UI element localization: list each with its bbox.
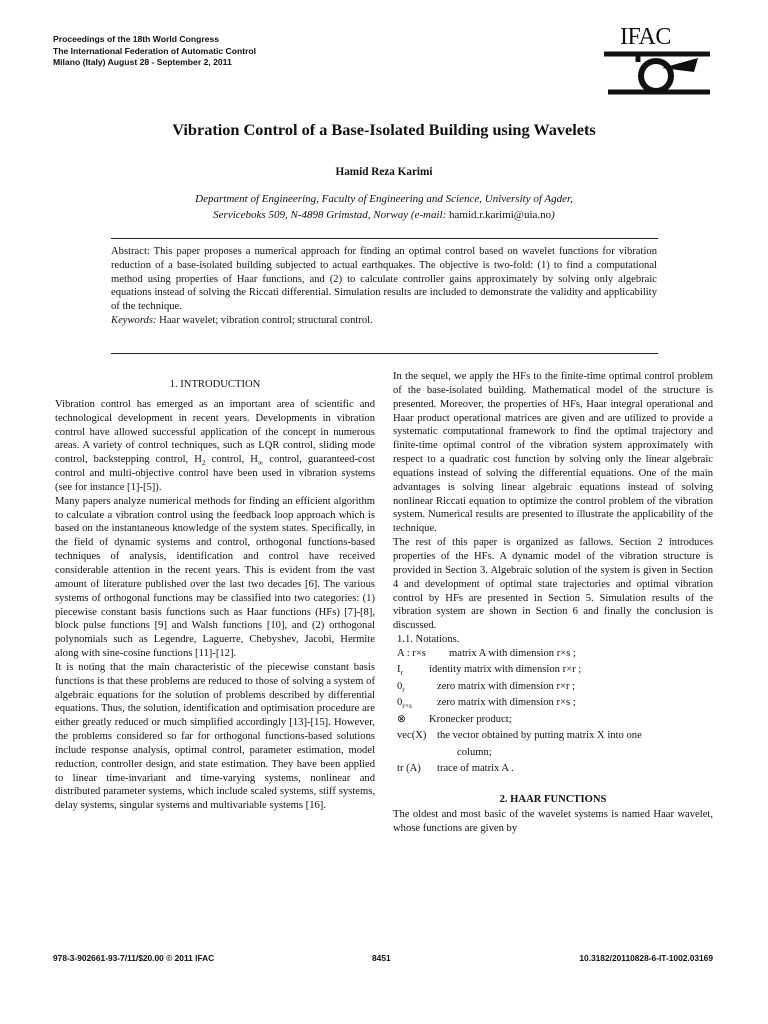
notation-description: trace of matrix A . xyxy=(437,763,514,775)
header-line-1: Proceedings of the 18th World Congress xyxy=(53,34,220,44)
intro-paragraph-1 xyxy=(55,398,375,495)
affiliation-address: Serviceboks 509, N-4898 Grimstad, Norway (e-mail xyxy=(213,208,443,221)
notation-symbol-main: tr (A) xyxy=(397,763,421,775)
notation-symbol-main: vec(X) xyxy=(397,730,427,742)
header-line-3: Milano (Italy) August 28 - September 2, 2011 xyxy=(53,57,232,68)
notation-symbol-main: I xyxy=(397,664,401,676)
abstract-text: Abstract: This paper proposes a numerical approach for finding an optimal control based on wavelet functions for vibration reduction of a base-isolated building subjected to actual earthquakes. The objective is two-fold: (1) to find a computational method using properties of Haar functions, and (2) to calculate controller gains approximately by solving only algebraic equations instead of solving the Riccati differential. Simulation results are included to demonstrate the validity and applicability of the technique. xyxy=(111,246,657,313)
affiliation xyxy=(0,192,768,223)
affiliation-line-2 xyxy=(0,208,768,224)
notation-row xyxy=(393,729,713,746)
notation-row xyxy=(393,696,713,713)
notation-symbol-subscript: r×s xyxy=(402,701,412,711)
intro-paragraph-4: In the sequel, we apply the HFs to the finite-time optimal control problem of the base-isolated building. Mathematical model of the structure is presented. Moreover, the properties of HFs, Haar integral operational and Haar product operational matrices are given and are utilized to provide a systematic computational framework to find the optimal trajectory and finite-time optimal control of the vibration system approximately with respect to a quadratic cost function by solving only the linear algebraic equations instead of solving the differential equations. One of the main advantages is solving linear algebraic equations instead of solving nonlinear Riccati equation to optimize the control problem of the vibration system. Numerical results are presented to illustrate the applicability of the technique. xyxy=(393,371,713,535)
paper-title: Vibration Control of a Base-Isolated Building using Wavelets xyxy=(172,120,596,139)
keywords-label: Keywords: xyxy=(111,314,157,326)
abstract-bottom-rule xyxy=(111,353,658,354)
notation-description: matrix A with dimension r×s ; xyxy=(449,647,576,659)
page-number: 8451 xyxy=(372,953,391,963)
logo-text: IFAC xyxy=(620,24,671,50)
notation-row xyxy=(393,713,713,730)
proceedings-header xyxy=(53,34,256,69)
intro-paragraph-3: It is noting that the main characteristic of the piecewise constant basis functions is that these problems are reduced to those of solving a system of algebraic equations for the solution of problems described by differential equations. Thus, the solution, identification and optimisation procedure are either greatly reduced or much simplified accordingly [13]-[15]. However, the problems considered so far for orthogonal functions-based solutions include response analysis, optimal control, parameter estimation, model reduction, controller design, and state estimation. They have been applied to linear time-invariant and time-varying systems, nonlinear and distributed parameter systems, which include scaled systems, stiff systems, delay systems, singular systems and multivariable systems [16]. xyxy=(55,661,375,812)
notation-symbol xyxy=(397,729,426,743)
left-column xyxy=(55,378,375,813)
intro-p1-text-a: Vibration control has emerged as an important area of scientific and technological development in recent years. Developments in vibration control have allowed successful application of the concept in numerous areas. A variety of control techniques, such as LQR control, sliding mode control, backstepping control, H xyxy=(55,398,375,466)
intro-p1-subscript-inf: ∞ xyxy=(257,458,264,468)
affiliation-close-paren: ) xyxy=(551,208,555,221)
notation-symbol-subscript: r xyxy=(400,668,404,678)
notation-description: the vector obtained by putting matrix X into one xyxy=(437,730,642,742)
footer-isbn: 978-3-902661-93-7/11/$20.00 © 2011 IFAC xyxy=(53,953,215,963)
abstract-block xyxy=(111,245,657,328)
intro-p1-text-c: control, guaranteed-cost control and multi-objective control have been used in vibration systems (see for instance [1]-[5]). xyxy=(55,454,375,493)
notation-description: column; xyxy=(457,746,492,758)
keywords-value: Haar wavelet; vibration control; structural control. xyxy=(159,314,373,326)
intro-p1-text-b: control, H xyxy=(205,454,258,466)
affiliation-separator: : xyxy=(442,208,450,221)
footer-doi: 10.3182/20110828-6-IT-1002.03169 xyxy=(579,953,713,963)
notation-row xyxy=(393,663,713,680)
header-line-2: The International Federation of Automatic Control xyxy=(53,45,257,56)
notation-symbol xyxy=(397,696,412,710)
notation-row xyxy=(393,746,713,763)
notation-symbol xyxy=(397,762,421,776)
right-column xyxy=(393,370,713,835)
notation-symbol-main: 0 xyxy=(397,697,403,709)
email-address: hamid.r.karimi@uia.no xyxy=(449,208,552,221)
notations-heading: 1.1. Notations. xyxy=(397,634,460,646)
notation-description: Kronecker product; xyxy=(429,713,512,725)
notation-description: identity matrix with dimension r×r ; xyxy=(429,664,582,676)
intro-p1-subscript-2: 2 xyxy=(201,458,206,468)
abstract-top-rule xyxy=(111,238,658,239)
ifac-logo xyxy=(598,26,716,98)
haar-paragraph-1: The oldest and most basic of the wavelet systems is named Haar wavelet, whose functions are given by xyxy=(393,808,713,834)
notation-description: zero matrix with dimension r×r ; xyxy=(437,680,576,692)
notation-row xyxy=(393,680,713,697)
author-name: Hamid Reza Karimi xyxy=(335,166,433,178)
notation-symbol-main: 0 xyxy=(397,680,403,692)
notation-symbol xyxy=(397,713,406,727)
section-heading-haar-functions: 2. HAAR FUNCTIONS xyxy=(499,793,607,805)
notation-description: zero matrix with dimension r×s ; xyxy=(437,697,576,709)
affiliation-line-1: Department of Engineering, Faculty of Engineering and Science, University of Agder, xyxy=(195,193,573,205)
notation-symbol-main: ⊗ xyxy=(397,713,406,725)
keywords-line xyxy=(111,314,657,328)
notation-symbol xyxy=(397,647,426,661)
notation-symbol-main: A : r×s xyxy=(397,647,426,659)
notation-symbol xyxy=(397,680,405,694)
notation-symbol xyxy=(397,663,403,677)
section-heading-introduction: 1. INTRODUCTION xyxy=(169,379,261,390)
notation-row xyxy=(393,762,713,779)
notation-symbol-subscript: r xyxy=(402,684,405,694)
notation-row xyxy=(393,647,713,664)
intro-paragraph-2: Many papers analyze numerical methods for finding an efficient algorithm to calculate a vibration control using the feedback loop approach which is based on the instantaneous knowledge of the system states. Specifically, in the field of dynamic systems and control, orthogonal functions-based techniques of analysis, identification and control have received considerable attention in the recent years. This is evident from the vast amount of literature published over the last two decades [6]. The various systems of orthogonal functions may be classified into two categories: (1) piecewise constant basis functions such as Haar functions (HFs) [7]-[8], block pulse functions [9] and Walsh functions [10], and (2) orthogonal polynomials such as Legendre, Laguerre, Chebyshev, Jacobi, Hermite along with sine-cosine functions [11]-[12]. xyxy=(55,495,375,660)
intro-paragraph-5: The rest of this paper is organized as fallows. Section 2 introduces properties of the HFs. A dynamic model of the vibration structure is provided in Section 3. Algebraic solution of the system is given in Section 4 and development of optimal state trajectories and optimal vibration control by HFs are presented in Section 5. Simulation results of the vibration system are shown in Section 6 and finally the conclusion is discussed. xyxy=(393,537,713,632)
notations-list xyxy=(393,647,713,779)
